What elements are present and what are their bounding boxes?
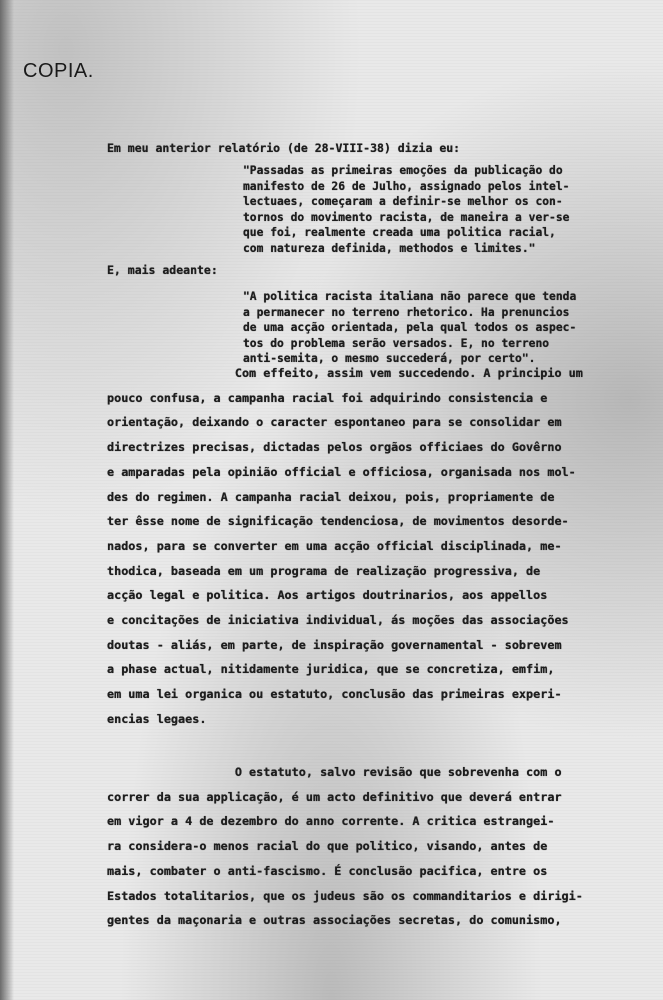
text-line: gentes da maçonaria e outras associações secretas, do comunismo, bbox=[107, 913, 562, 928]
text-line: a permanecer no terreno rhetorico. Ha prenuncios bbox=[243, 305, 570, 319]
copy-label: COPIA. bbox=[23, 60, 94, 82]
text-line: acção legal e politica. Aos artigos doutrinarios, aos appellos bbox=[107, 588, 548, 603]
text-line: "Passadas as primeiras emoções da publicação do bbox=[243, 164, 563, 177]
text-line: Estados totalitarios, que os judeus são os commanditarios e dirigi- bbox=[107, 888, 583, 903]
text-line: e amparadas pela opinião official e officiosa, organisada nos mol- bbox=[107, 464, 576, 479]
transition-line: E, mais adeante: bbox=[107, 263, 218, 277]
text-line: e concitações de iniciativa individual, ás moções das associações bbox=[107, 613, 569, 628]
scan-edge-shadow bbox=[0, 0, 14, 1000]
text-line: manifesto de 26 de Julho, assignado pelos intel- bbox=[243, 179, 570, 193]
quote-block-1 bbox=[243, 163, 569, 257]
text-line: em vigor a 4 de dezembro do anno corrente. A critica estrangei- bbox=[107, 814, 555, 829]
text-line: des do regimen. A campanha racial deixou, pois, propriamente de bbox=[107, 489, 555, 504]
text-line: com natureza definida, methodos e limites." bbox=[243, 241, 536, 255]
paragraph-1 bbox=[107, 361, 583, 732]
text-line: em uma lei organica ou estatuto, conclusão das primeiras experi- bbox=[107, 687, 562, 702]
text-line: doutas - aliás, em parte, de inspiração governamental - sobrevem bbox=[107, 637, 562, 652]
text-line: directrizes precisas, dictadas pelos orgãos officiaes do Govêrno bbox=[107, 440, 562, 455]
paragraph-2 bbox=[107, 760, 583, 933]
text-line: nados, para se converter em uma acção official disciplinada, me- bbox=[107, 538, 562, 553]
text-line: thodica, baseada em um programa de realização progressiva, de bbox=[107, 563, 541, 578]
text-line: ter êsse nome de significação tendenciosa, de movimentos desorde- bbox=[107, 514, 569, 529]
text-line: que foi, realmente creada uma politica racial, bbox=[243, 226, 556, 240]
text-line: Com effeito, assim vem succedendo. A principio um bbox=[107, 366, 583, 380]
text-line: pouco confusa, a campanha racial foi adquirindo consistencia e bbox=[107, 390, 548, 405]
text-line: correr da sua applicação, é um acto definitivo que deverá entrar bbox=[107, 789, 562, 804]
text-line: de uma acção orientada, pela qual todos os aspec- bbox=[243, 321, 577, 335]
text-line: anti-semita, o mesmo succederá, por certo". bbox=[243, 352, 536, 366]
intro-line: Em meu anterior relatório (de 28-VIII-38) dizia eu: bbox=[107, 141, 461, 155]
quote-block-2 bbox=[243, 289, 576, 367]
text-line: mais, combater o anti-fascismo. É conclusão pacifica, entre os bbox=[107, 863, 548, 878]
text-line: tos do problema serão versados. E, no terreno bbox=[243, 336, 550, 350]
text-line: encias legaes. bbox=[107, 711, 207, 726]
text-line: "A politica racista italiana não parece que tenda bbox=[243, 290, 577, 303]
text-line: lectuaes, começaram a definir-se melhor os con- bbox=[243, 195, 563, 209]
text-line: orientação, deixando o caracter espontaneo para se consolidar em bbox=[107, 415, 562, 430]
text-line: a phase actual, nitidamente juridica, que se concretiza, emfim, bbox=[107, 662, 555, 677]
text-line: ra considera-o menos racial do que politico, visando, antes de bbox=[107, 839, 548, 854]
text-line: tornos do movimento racista, de maneira a ver-se bbox=[243, 210, 570, 224]
text-line: O estatuto, salvo revisão que sobrevenha com o bbox=[107, 765, 562, 779]
